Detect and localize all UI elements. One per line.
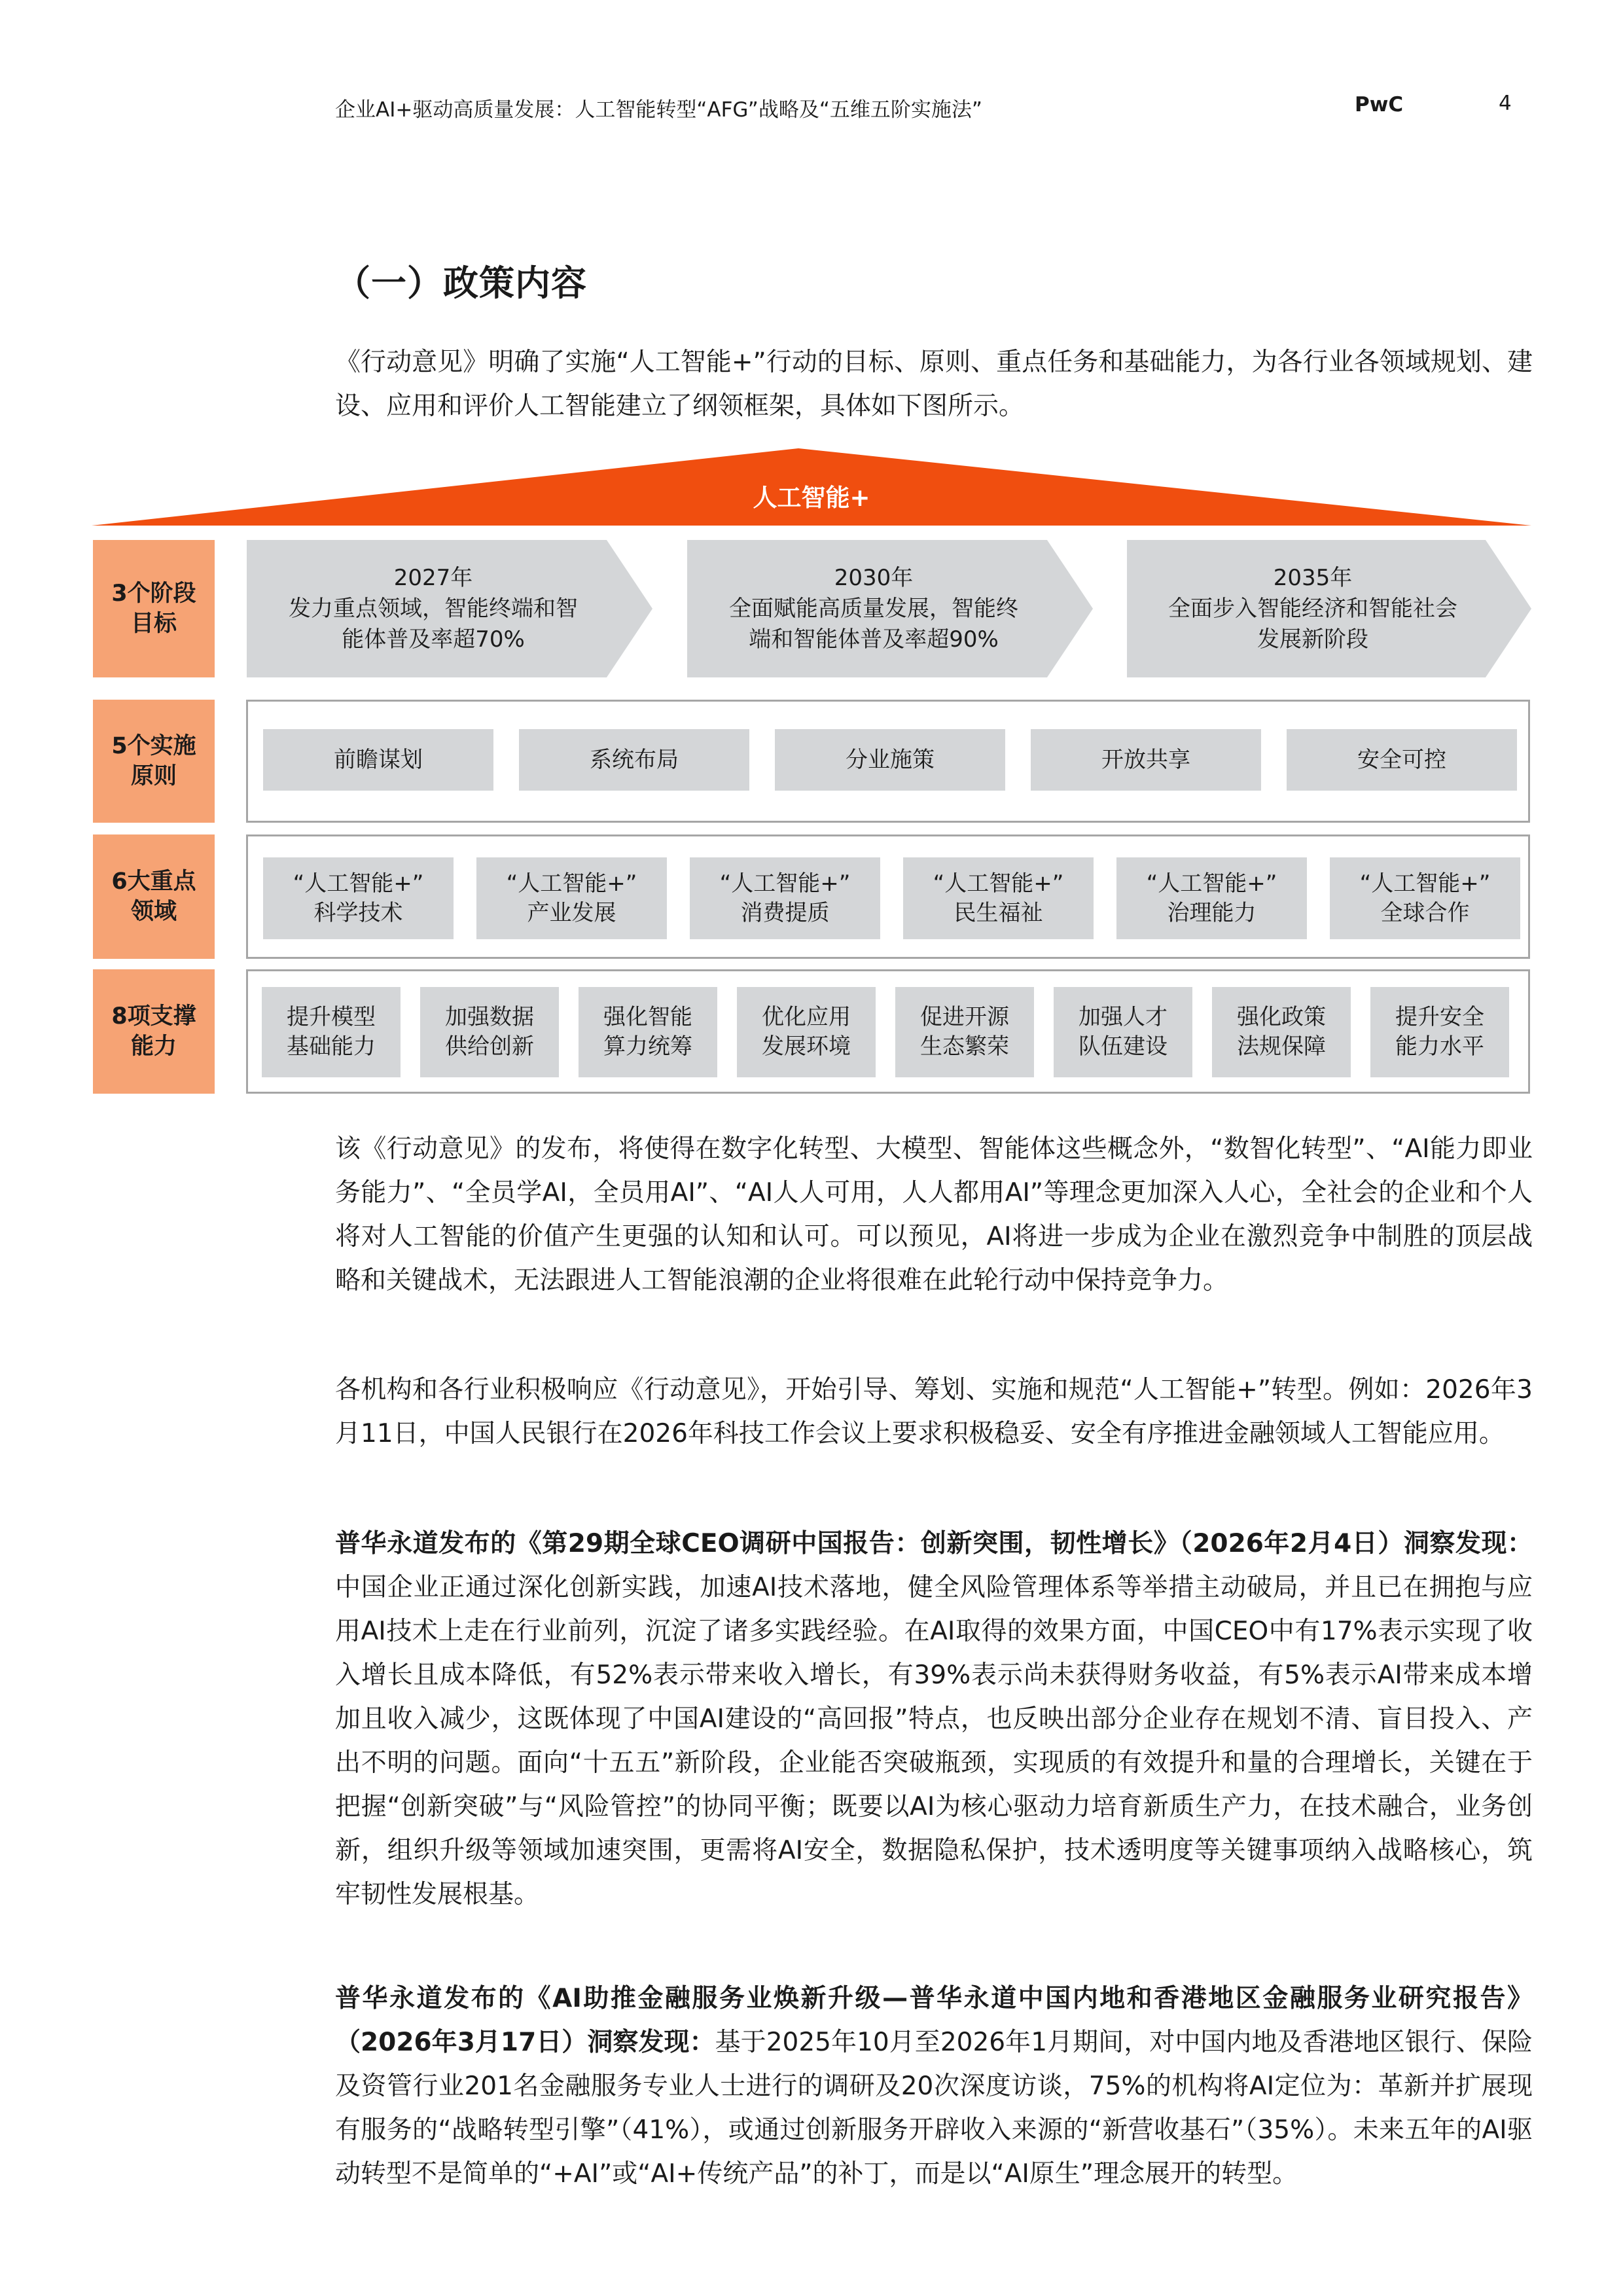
principle-box: 开放共享 — [1031, 729, 1261, 791]
page-number: 4 — [1499, 92, 1512, 115]
key-areas-frame — [246, 834, 1530, 959]
capability-box: 加强人才 队伍建设 — [1054, 987, 1192, 1077]
section-title: （一）政策内容 — [335, 262, 587, 304]
paragraph-impact: 该《行动意见》的发布，将使得在数字化转型、大模型、智能体这些概念外，“数智化转型”、“AI能力即业务能力”、“全员学AI，全员用AI”、“AI人人可用，人人都用AI”等理念更加深入人心，全社会的企业和个人将对人工智能的价值产生更强的认知和认可。可以预见，AI将进一步成为企业在激烈竞争中制胜的顶层战略和关键战术，无法跟进人工智能浪潮的企业将很难在此轮行动中保持竞争力。 — [335, 1134, 1533, 1295]
stage-arrow-text: 2027年 发力重点领域，智能终端和智 能体普及率超70% — [289, 564, 578, 653]
stage-arrow-2035 — [1127, 540, 1531, 677]
principles-frame — [246, 700, 1530, 823]
header-brand: PwC — [1355, 93, 1404, 117]
policy-framework-diagram — [92, 442, 1531, 1096]
stage-arrow-2030 — [687, 540, 1093, 677]
capability-box: 优化应用 发展环境 — [737, 987, 876, 1077]
principle-box: 安全可控 — [1287, 729, 1517, 791]
key-area-box: “人工智能+” 科学技术 — [263, 857, 454, 939]
ceo-survey-heading: 普华永道发布的《第29期全球CEO调研中国报告：创新突围，韧性增长》（2026年2月4日）洞察发现： — [335, 1529, 1533, 1558]
capabilities-frame — [246, 969, 1530, 1094]
row-label-principles: 5个实施 原则 — [93, 700, 215, 823]
paragraph-response: 各机构和各行业积极响应《行动意见》，开始引导、筹划、实施和规范“人工智能+”转型。例如：2026年3月11日，中国人民银行在2026年科技工作会议上要求积极稳妥、安全有序推进金融领域人工智能应用。 — [335, 1375, 1533, 1448]
intro-paragraph: 《行动意见》明确了实施“人工智能+”行动的目标、原则、重点任务和基础能力，为各行业各领域规划、建设、应用和评价人工智能建立了纲领框架，具体如下图所示。 — [335, 348, 1533, 421]
principle-box: 分业施策 — [775, 729, 1005, 791]
stage-arrow-text: 2035年 全面步入智能经济和智能社会 发展新阶段 — [1168, 564, 1457, 653]
capability-box: 强化智能 算力统筹 — [579, 987, 717, 1077]
paragraph-ceo-survey — [335, 1522, 1533, 1916]
key-area-box: “人工智能+” 产业发展 — [476, 857, 667, 939]
capability-box: 促进开源 生态繁荣 — [895, 987, 1034, 1077]
key-area-box: “人工智能+” 民生福祉 — [903, 857, 1094, 939]
stage-arrow-2027 — [247, 540, 652, 677]
paragraph-financial-report — [335, 1977, 1533, 2196]
stage-arrow-text: 2030年 全面赋能高质量发展，智能终 端和智能体普及率超90% — [729, 564, 1018, 653]
financial-report-text: 基于2025年10月至2026年1月期间，对中国内地及香港地区银行、保险及资管行业201名金融服务专业人士进行的调研及20次深度访谈，75%的机构将AI定位为：革新并扩展现有服务的“战略转型引擎”（41%），或通过创新服务开辟收入来源的“新营收基石”（35%）。未来五年的AI驱动转型不是简单的“+AI”或“AI+传统产品”的补丁，而是以“AI原生”理念展开的转型。 — [335, 2028, 1533, 2189]
row-label-stages: 3个阶段 目标 — [93, 540, 215, 677]
roof-label: 人工智能+ — [753, 484, 870, 512]
capability-box: 加强数据 供给创新 — [420, 987, 559, 1077]
capability-box: 提升安全 能力水平 — [1370, 987, 1509, 1077]
row-label-capabilities: 8项支撑 能力 — [93, 969, 215, 1094]
capability-box: 提升模型 基础能力 — [262, 987, 401, 1077]
financial-report-heading: 普华永道发布的《AI助推金融服务业焕新升级—普华永道中国内地和香港地区金融服务业研究报告》（2026年3月17日）洞察发现： — [335, 1984, 1533, 2057]
ceo-survey-text: 中国企业正通过深化创新实践，加速AI技术落地，健全风险管理体系等举措主动破局，并且已在拥抱与应用AI技术上走在行业前列，沉淀了诸多实践经验。在AI取得的效果方面，中国CEO中有17%表示实现了收入增长且成本降低，有52%表示带来收入增长，有39%表示尚未获得财务收益，有5%表示AI带来成本增加且收入减少，这既体现了中国AI建设的“高回报”特点，也反映出部分企业存在规划不清、盲目投入、产出不明的问题。面向“十五五”新阶段，企业能否突破瓶颈，实现质的有效提升和量的合理增长，关键在于把握“创新突破”与“风险管控”的协同平衡；既要以AI为核心驱动力培育新质生产力，在技术融合，业务创新，组织升级等领域加速突围，更需将AI安全，数据隐私保护，技术透明度等关键事项纳入战略核心，筑牢韧性发展根基。 — [335, 1573, 1533, 1909]
key-area-box: “人工智能+” 消费提质 — [690, 857, 880, 939]
row-label-key-areas: 6大重点 领域 — [93, 834, 215, 959]
key-area-box: “人工智能+” 全球合作 — [1330, 857, 1520, 939]
principle-box: 前瞻谋划 — [263, 729, 493, 791]
header-title: 企业AI+驱动高质量发展：人工智能转型“AFG”战略及“五维五阶实施法” — [335, 98, 982, 122]
principle-box: 系统布局 — [519, 729, 749, 791]
key-area-box: “人工智能+” 治理能力 — [1116, 857, 1307, 939]
capability-box: 强化政策 法规保障 — [1212, 987, 1351, 1077]
